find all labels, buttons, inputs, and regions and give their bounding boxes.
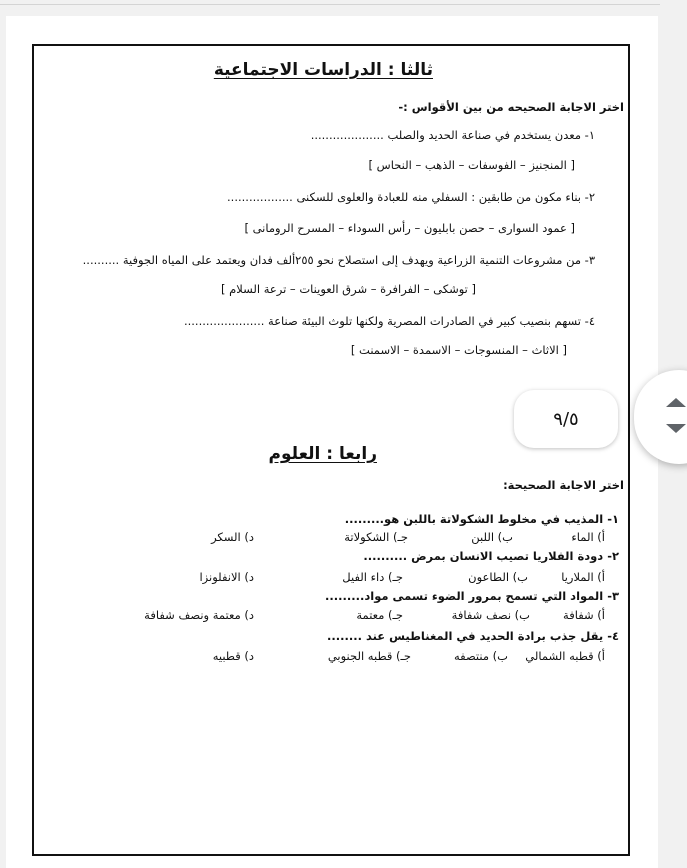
viewer-top-bar — [0, 0, 687, 14]
chevron-down-icon[interactable] — [666, 424, 686, 433]
option-a: أ) شفافة — [563, 608, 605, 622]
option-c: جـ) معتمة — [356, 608, 403, 622]
section3-question-4-options: [ الاثاث – المنسوجات – الاسمدة – الاسمنت ] — [350, 343, 567, 357]
option-a: أ) الماء — [571, 530, 605, 544]
top-divider — [0, 4, 660, 5]
option-b: ب) اللبن — [471, 530, 513, 544]
section4-question-1: ١- المذيب في مخلوط الشكولاتة باللبن هو......... — [344, 512, 619, 526]
section3-question-1-options: [ المنجنيز – الفوسفات – الذهب – النحاس ] — [368, 158, 575, 172]
option-b: ب) منتصفه — [453, 649, 508, 663]
page-number-badge: ٩/٥ — [514, 390, 618, 448]
section3-question-4: ٤- تسهم بنصيب كبير في الصادرات المصرية ولكنها تلوث البيئة صناعة ...................... — [183, 314, 595, 328]
section3-question-1: ١- معدن يستخدم في صناعة الحديد والصلب .................... — [310, 128, 595, 142]
option-a: أ) الملاريا — [561, 570, 605, 584]
section3-question-3-options: [ توشكى – الفرافرة – شرق العوينات – ترعة السلام ] — [220, 282, 476, 296]
option-d: د) قطبيه — [212, 649, 254, 663]
option-c: جـ) قطبه الجنوبي — [327, 649, 411, 663]
option-c: جـ) داء الفيل — [342, 570, 403, 584]
section3-question-2-options: [ عمود السوارى – حصن بابليون – رأس السوداء – المسرح الرومانى ] — [244, 221, 575, 235]
option-a: أ) قطبه الشمالي — [525, 649, 605, 663]
section3-question-3: ٣- من مشروعات التنمية الزراعية ويهدف إلى استصلاح نحو ٢٥٥ألف فدان ويعتمد على المياه الجوفية .......... — [82, 253, 595, 267]
section4-instruction: اختر الاجابة الصحيحة: — [503, 478, 624, 492]
section4-title: رابعا : العلوم — [268, 444, 377, 464]
chevron-up-icon[interactable] — [666, 398, 686, 407]
option-b: ب) نصف شفافة — [451, 608, 530, 622]
section4-question-3: ٣- المواد التي تسمح بمرور الضوء تسمى مواد......... — [325, 589, 619, 603]
section4-question-2: ٢- دودة الفلاريا تصيب الانسان بمرض .......... — [363, 549, 619, 563]
section4-question-4: ٤- يقل جذب برادة الحديد في المغناطيس عند ........ — [327, 629, 619, 643]
option-d: د) السكر — [211, 530, 254, 544]
section3-question-2: ٢- بناء مكون من طابقين : السفلي منه للعبادة والعلوى للسكنى .................. — [227, 190, 595, 204]
option-b: ب) الطاعون — [468, 570, 528, 584]
option-d: د) الانفلونزا — [199, 570, 254, 584]
option-c: جـ) الشكولاتة — [344, 530, 408, 544]
section3-instruction: اختر الاجابة الصحيحه من بين الأقواس :- — [398, 100, 624, 114]
section3-title: ثالثا : الدراسات الاجتماعية — [213, 60, 433, 80]
option-d: د) معتمة ونصف شفافة — [144, 608, 254, 622]
